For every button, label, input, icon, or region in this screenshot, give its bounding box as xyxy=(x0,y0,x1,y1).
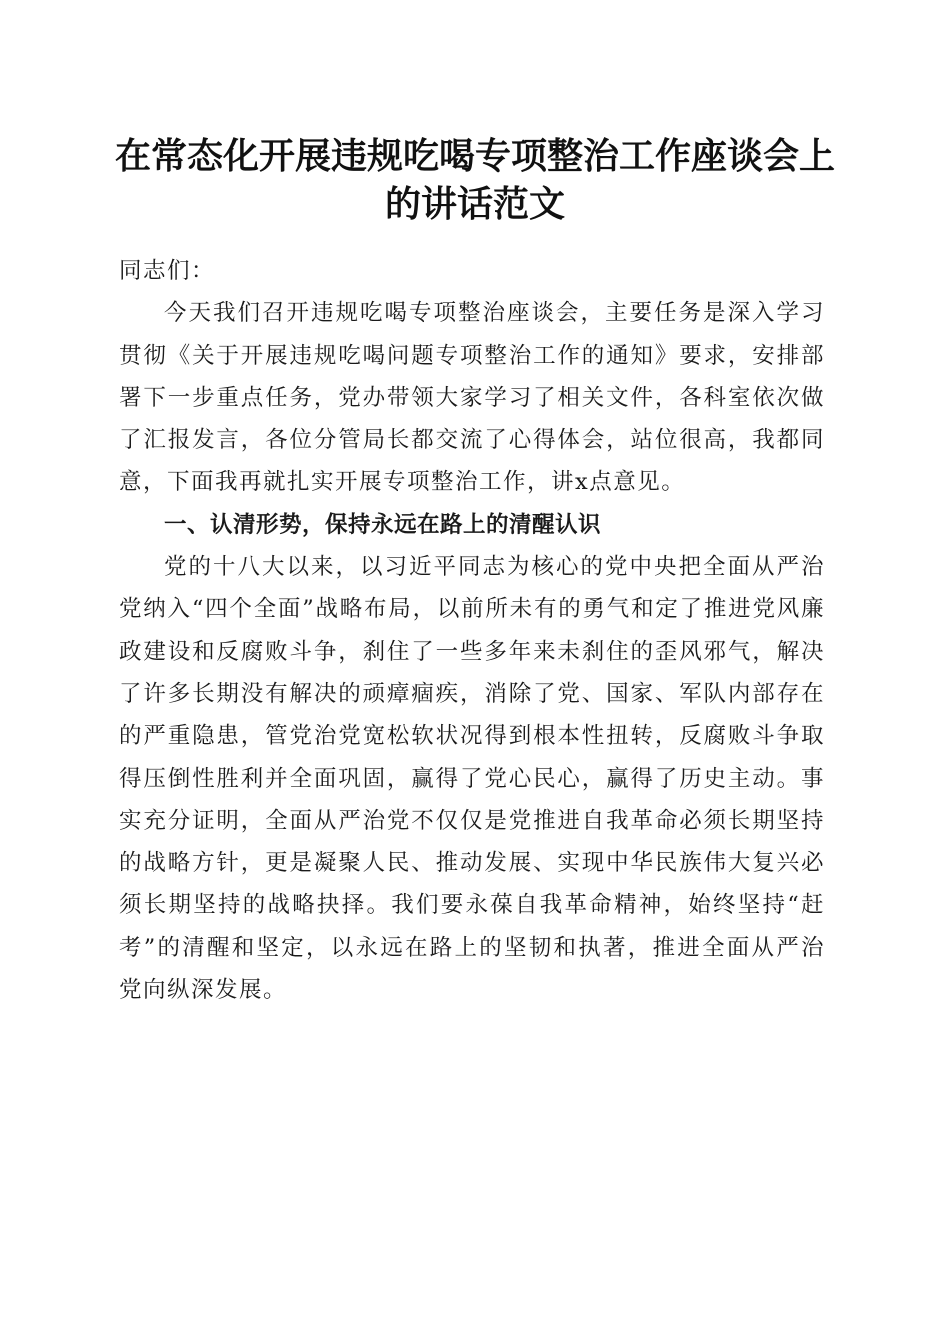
section-heading-1: 一、认清形势，保持永远在路上的清醒认识 xyxy=(164,511,602,538)
salutation: 同志们： xyxy=(119,258,216,284)
section-1-paragraph: 党的十八大以来，以习近平同志为核心的党中央把全面从严治党纳入“四个全面”战略布局，以前所未有的勇气和定了推进党风廉政建设和反腐败斗争，刹住了一些多年来未刹住的歪风邪气，解决了许多长期没有解决的顽瘴痼疾，消除了党、国家、军队内部存在的严重隐患，管党治党宽松软状况得到根本性扭转，反腐败斗争取得压倒性胜利并全面巩固，赢得了党心民心，赢得了历史主动。事实充分证明，全面从严治党不仅仅是党推进自我革命必须长期坚持的战略方针，更是凝聚人民、推动发展、实现中华民族伟大复兴必须长期坚持的战略抉择。我们要永葆自我革命精神，始终坚持“赶考”的清醒和坚定，以永远在路上的坚韧和执著，推进全面从严治党向纵深发展。 xyxy=(119,554,825,1004)
intro-paragraph: 今天我们召开违规吃喝专项整治座谈会，主要任务是深入学习贯彻《关于开展违规吃喝问题专项整治工作的通知》要求，安排部署下一步重点任务，党办带领大家学习了相关文件，各科室依次做了汇报发言，各位分管局长都交流了心得体会，站位很高，我都同意，下面我再就扎实开展专项整治工作，讲x点意见。 xyxy=(119,300,825,496)
document-body xyxy=(119,250,825,1011)
document-title: 在常态化开展违规吃喝专项整治工作座谈会上的讲话范文 xyxy=(114,135,835,225)
